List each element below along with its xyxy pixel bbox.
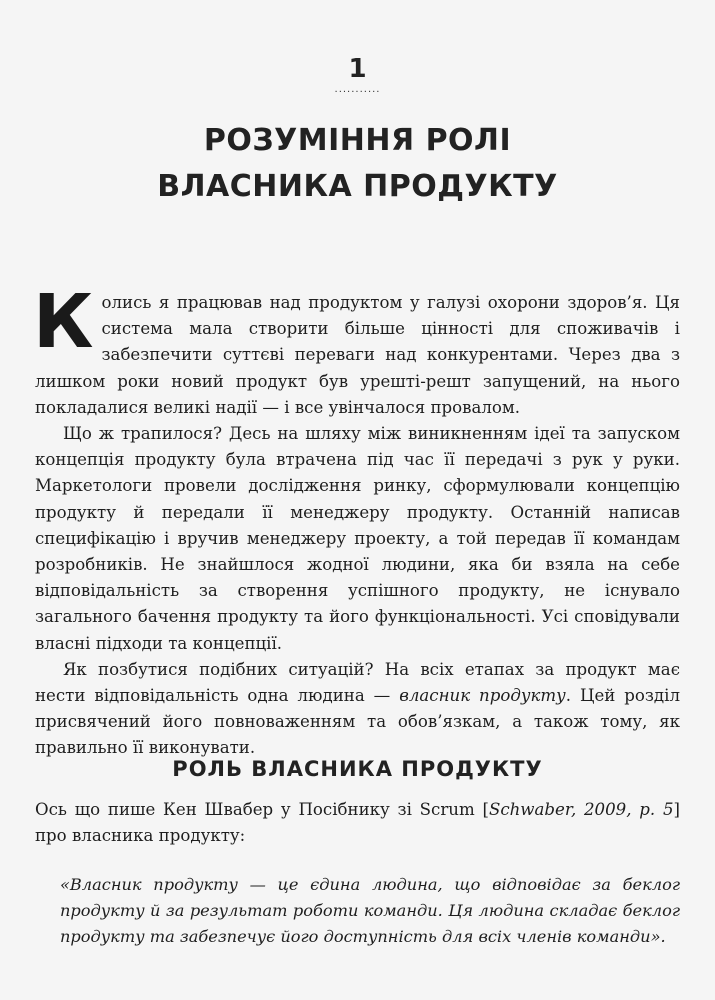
chapter-number: 1 [348, 54, 367, 84]
section-lead-paragraph [35, 797, 680, 849]
intro-paragraph-3-emphasis: власник продукту [399, 686, 566, 706]
intro-paragraph-2: Що ж трапилося? Десь на шляху між виникненням ідеї та запуском концепція продукту була втрачена під час її передачі з рук у руки. Маркетологи провели дослідження ринку, сформулювали концепцію продукту й передали її менеджеру продукту. Останній написав специфікацію і вручив менеджеру проекту, а той передав її командам розробників. Не знайшлося жодної людини, яка би взяла на себе відповідальність за створення успішного продукту, не існувало загального бачення продукту та його функціональності. Усі сповідували власні підходи та концепції. [35, 424, 680, 653]
intro-text [33, 279, 681, 762]
citation: Schwaber, 2009, p. 5 [488, 800, 674, 819]
intro-paragraph-1-text: олись я працював над продуктом у галузі охорони здоров’я. Ця система мала створити більше цінності для споживачів і забезпечити суттєві переваги над конкурентами. Через два з лишком роки новий продукт був урешті-решт запущений, на нього покладалися великі надії — і все увінчалося провалом. [35, 293, 680, 417]
intro-paragraph-3 [35, 657, 680, 762]
intro-paragraph-3-after: . Цей розділ присвячений його повноваженням та обов’язкам, а також тому, як правильно її виконувати. [35, 686, 681, 758]
section-lead-after: ] про власника продукту: [35, 800, 680, 846]
drop-cap: К [33, 279, 94, 365]
section-lead [35, 797, 680, 849]
intro-paragraph-3-before: Як позбутися подібних ситуацій? На всіх етапах за продукт має нести відповідальність одна людина — [35, 659, 680, 706]
chapter-separator: ........... [334, 84, 381, 95]
chapter-title-line-1: РОЗУМІННЯ РОЛІ [203, 123, 512, 158]
section-lead-before: Ось що пише Кен Швабер у Посібнику зі Scrum [ [35, 800, 489, 819]
chapter-title-line-2: ВЛАСНИКА ПРОДУКТУ [157, 169, 558, 204]
chapter-title [0, 118, 715, 210]
intro-paragraph-1 [33, 279, 680, 421]
block-quote: «Власник продукту — це єдина людина, що відповідає за беклог продукту й за результат роботи команди. Ця людина складає беклог продукту та забезпечує його доступність для всіх членів команди». [60, 875, 680, 947]
section-title: РОЛЬ ВЛАСНИКА ПРОДУКТУ [172, 757, 543, 781]
